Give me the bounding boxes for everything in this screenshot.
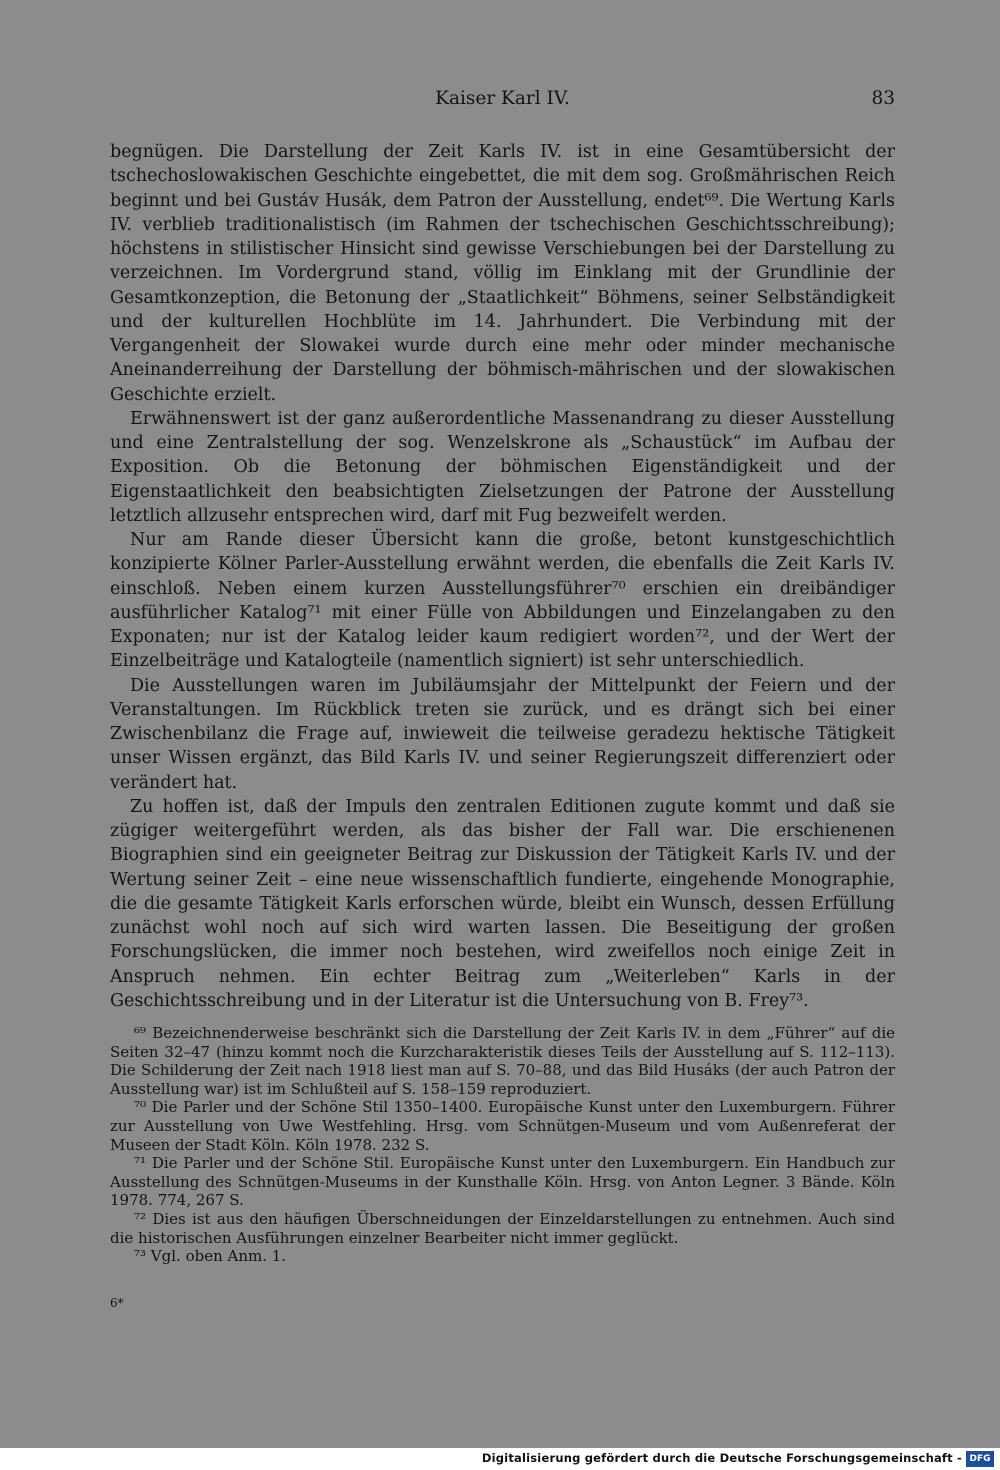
paragraph: Die Ausstellungen waren im Jubiläumsjahr der Mittelpunkt der Feiern und der Veranstaltungen. Im Rückblick treten sie zurück, und es drängt sich bei einer Zwischenbilanz die Frage auf, inwieweit die teilweise geradezu hektische Tätigkeit unser Wissen ergänzt, das Bild Karls IV. und seiner Regierungszeit differenziert oder verändert hat. [110,675,895,793]
footnote: ⁷⁰ Die Parler und der Schöne Stil 1350–1400. Europäische Kunst unter den Luxemburgern. Führer zur Ausstellung von Uwe Westfehling. Hrsg. vom Schnütgen-Museum und vom Außenreferat der Museen der Stadt Köln. Köln 1978. 232 S. [110,1098,895,1154]
footnote: ⁶⁹ Bezeichnenderweise beschränkt sich die Darstellung der Zeit Karls IV. in dem „Führer“ auf die Seiten 32–47 (hinzu kommt noch die Kurzcharakteristik dieses Teils der Ausstellung auf S. 112–113). Die Schilderung der Zeit nach 1918 liest man auf S. 70–88, und das Bild Husáks (der auch Patron der Ausstellung war) ist im Schlußteil auf S. 158–159 reproduziert. [110,1024,895,1098]
paragraph: Zu hoffen ist, daß der Impuls den zentralen Editionen zugute kommt und daß sie zügiger weitergeführt werden, als das bisher der Fall war. Die erschienenen Biographien sind ein geeigneter Beitrag zur Diskussion der Tätigkeit Karls IV. und der Wertung seiner Zeit – eine neue wissenschaftlich fundierte, eingehende Monographie, die die gesamte Tätigkeit Karls erforschen würde, bleibt ein Wunsch, dessen Erfüllung zunächst wohl noch auf sich wird warten lassen. Die Beseitigung der großen Forschungslücken, die immer noch bestehen, wird zweifellos noch einige Zeit in Anspruch nehmen. Ein echter Beitrag zum „Weiterleben“ Karls in der Geschichtsschreibung und in der Literatur ist die Untersuchung von B. Frey⁷³. [110,796,895,1011]
footnote: ⁷² Dies ist aus den häufigen Überschneidungen der Einzeldarstellungen zu entnehmen. Auch sind die historischen Ausführungen einzelner Bearbeiter nicht immer geglückt. [110,1209,895,1247]
dfg-logo-icon: DFG [966,1451,994,1467]
page-header [110,88,895,114]
footnote: ⁷¹ Die Parler und der Schöne Stil. Europäische Kunst unter den Luxemburgern. Ein Handbuch zur Ausstellung des Schnütgen-Museums in der Kunsthalle Köln. Hrsg. von Anton Legner. 3 Bände. Köln 1978. 774, 267 S. [110,1154,895,1210]
paragraph: begnügen. Die Darstellung der Zeit Karls IV. ist in eine Gesamtübersicht der tschechoslowakischen Geschichte eingebettet, die mit dem sog. Großmährischen Reich beginnt und bei Gustáv Husák, dem Patron der Ausstellung, endet⁶⁹. Die Wertung Karls IV. verblieb traditionalistisch (im Rahmen der tschechischen Geschichtsschreibung); höchstens in stilistischer Hinsicht sind gewisse Verschiebungen bei der Darstellung zu verzeichnen. Im Vordergrund stand, völlig im Einklang mit der Grundlinie der Gesamtkonzeption, die Betonung der „Staatlichkeit“ Böhmens, seiner Selbständigkeit und der kulturellen Hochblüte im 14. Jahrhundert. Die Verbindung mit der Vergangenheit der Slowakei wurde durch eine mehr oder minder mechanische Aneinanderreihung der Darstellung der böhmisch-mährischen und der slowakischen Geschichte erzielt. [110,142,895,405]
signature-mark: 6* [110,1296,124,1310]
paragraph: Nur am Rande dieser Übersicht kann die große, betont kunstgeschichtlich konzipierte Kölner Parler-Ausstellung erwähnt werden, die ebenfalls die Zeit Karls IV. einschloß. Neben einem kurzen Ausstellungsführer⁷⁰ erschien ein dreibändiger ausführlicher Katalog⁷¹ mit einer Fülle von Abbildungen und Einzelangaben zu den Exponaten; nur ist der Katalog leider kaum redigiert worden⁷², und der Wert der Einzelbeiträge und Katalogteile (namentlich signiert) ist sehr unterschiedlich. [110,530,895,672]
page-number: 83 [871,88,895,109]
footnotes [110,1024,895,1266]
paragraph: Erwähnenswert ist der ganz außerordentliche Massenandrang zu dieser Ausstellung und eine Zentralstellung der sog. Wenzelskrone als „Schaustück“ im Aufbau der Exposition. Ob die Betonung der böhmischen Eigenständigkeit und der Eigenstaatlichkeit den beabsichtigten Zielsetzungen der Patrone der Ausstellung letztlich allzusehr entsprechen wird, darf mit Fug bezweifelt werden. [110,408,895,526]
footnote: ⁷³ Vgl. oben Anm. 1. [134,1247,287,1266]
running-title: Kaiser Karl IV. [435,88,570,109]
funding-text: Digitalisierung gefördert durch die Deutsche Forschungsgemeinschaft - [481,1451,962,1465]
body-text [110,140,895,1013]
funding-footer [0,1448,1000,1470]
